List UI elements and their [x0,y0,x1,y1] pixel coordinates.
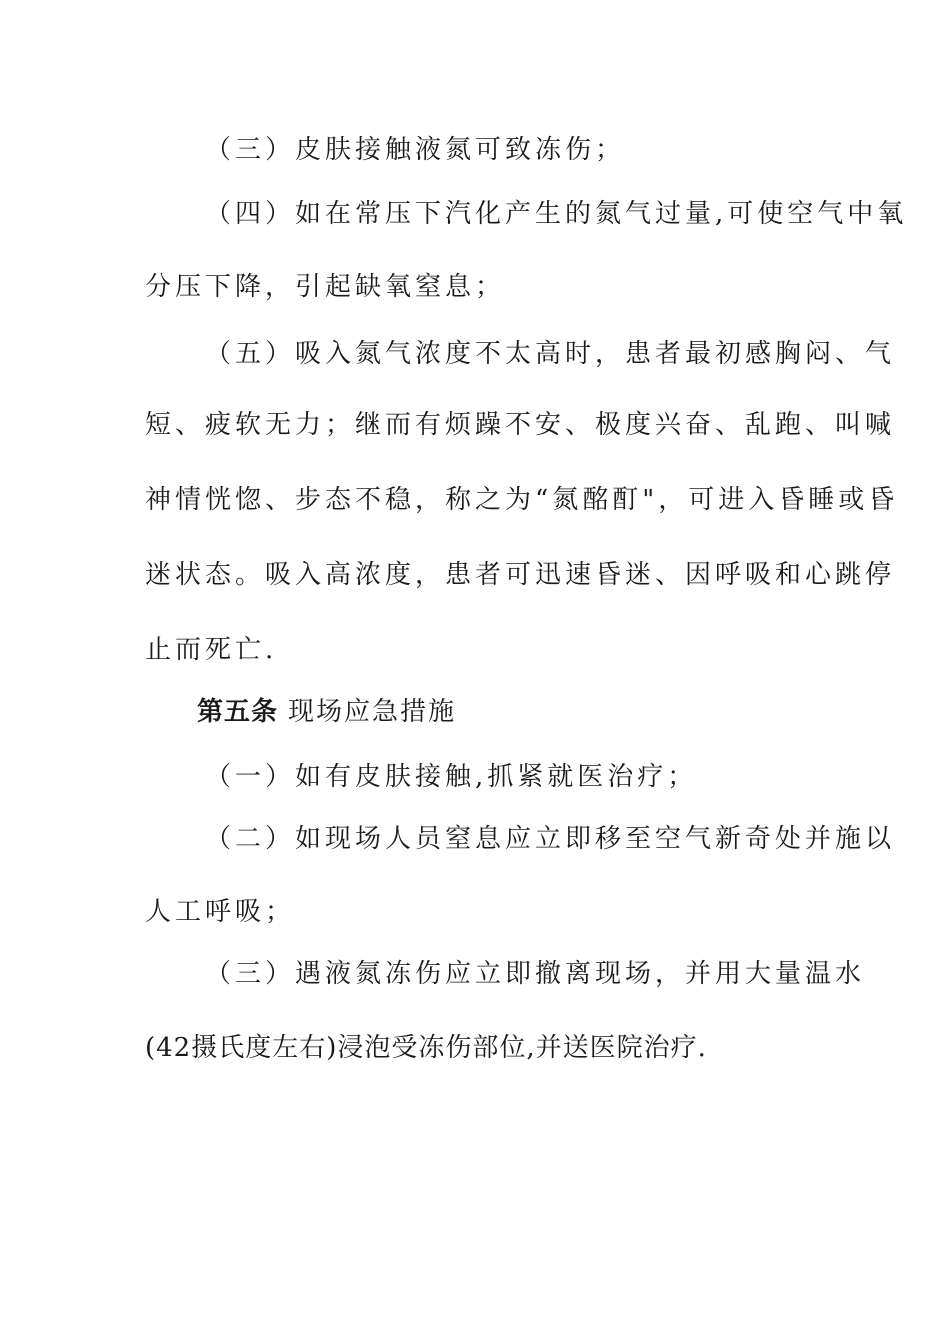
paragraph-item-5-line-4: 迷状态。吸入高浓度，患者可迅速昏迷、因呼吸和心跳停 [145,560,896,590]
measure-item-1-line: （一）如有皮肤接触,抓紧就医治疗； [205,762,698,792]
section-title: 现场应急措施 [288,697,457,727]
paragraph-item-4-line-1: （四）如在常压下汽化产生的氮气过量,可使空气中氧 [205,199,908,229]
paragraph-item-5-line-3: 神情恍惚、步态不稳，称之为“氮酩酊"，可进入昏睡或昏 [145,485,899,515]
paragraph-item-5-line-1: （五）吸入氮气浓度不太高时，患者最初感胸闷、气 [205,339,896,369]
paragraph-item-4-line-2: 分压下降，引起缺氧窒息； [145,272,506,302]
paragraph-item-5-line-5: 止而死亡. [145,635,278,665]
section-heading [197,695,859,729]
measure-item-2-line-1: （二）如现场人员窒息应立即移至空气新奇处并施以 [205,824,896,854]
paragraph-item-5-line-2: 短、疲软无力；继而有烦躁不安、极度兴奋、乱跑、叫喊 [145,410,896,440]
measure-item-3-line-1: （三）遇液氮冻伤应立即撤离现场，并用大量温水 [205,959,866,989]
measure-item-3-line-2: (42摄氏度左右)浸泡受冻伤部位,并送医院治疗. [145,1033,707,1063]
measure-item-2-line-2: 人工呼吸； [145,897,296,927]
paragraph-item-3-line: （三）皮肤接触液氮可致冻伤； [205,135,626,165]
section-number: 第五条 [197,697,279,727]
